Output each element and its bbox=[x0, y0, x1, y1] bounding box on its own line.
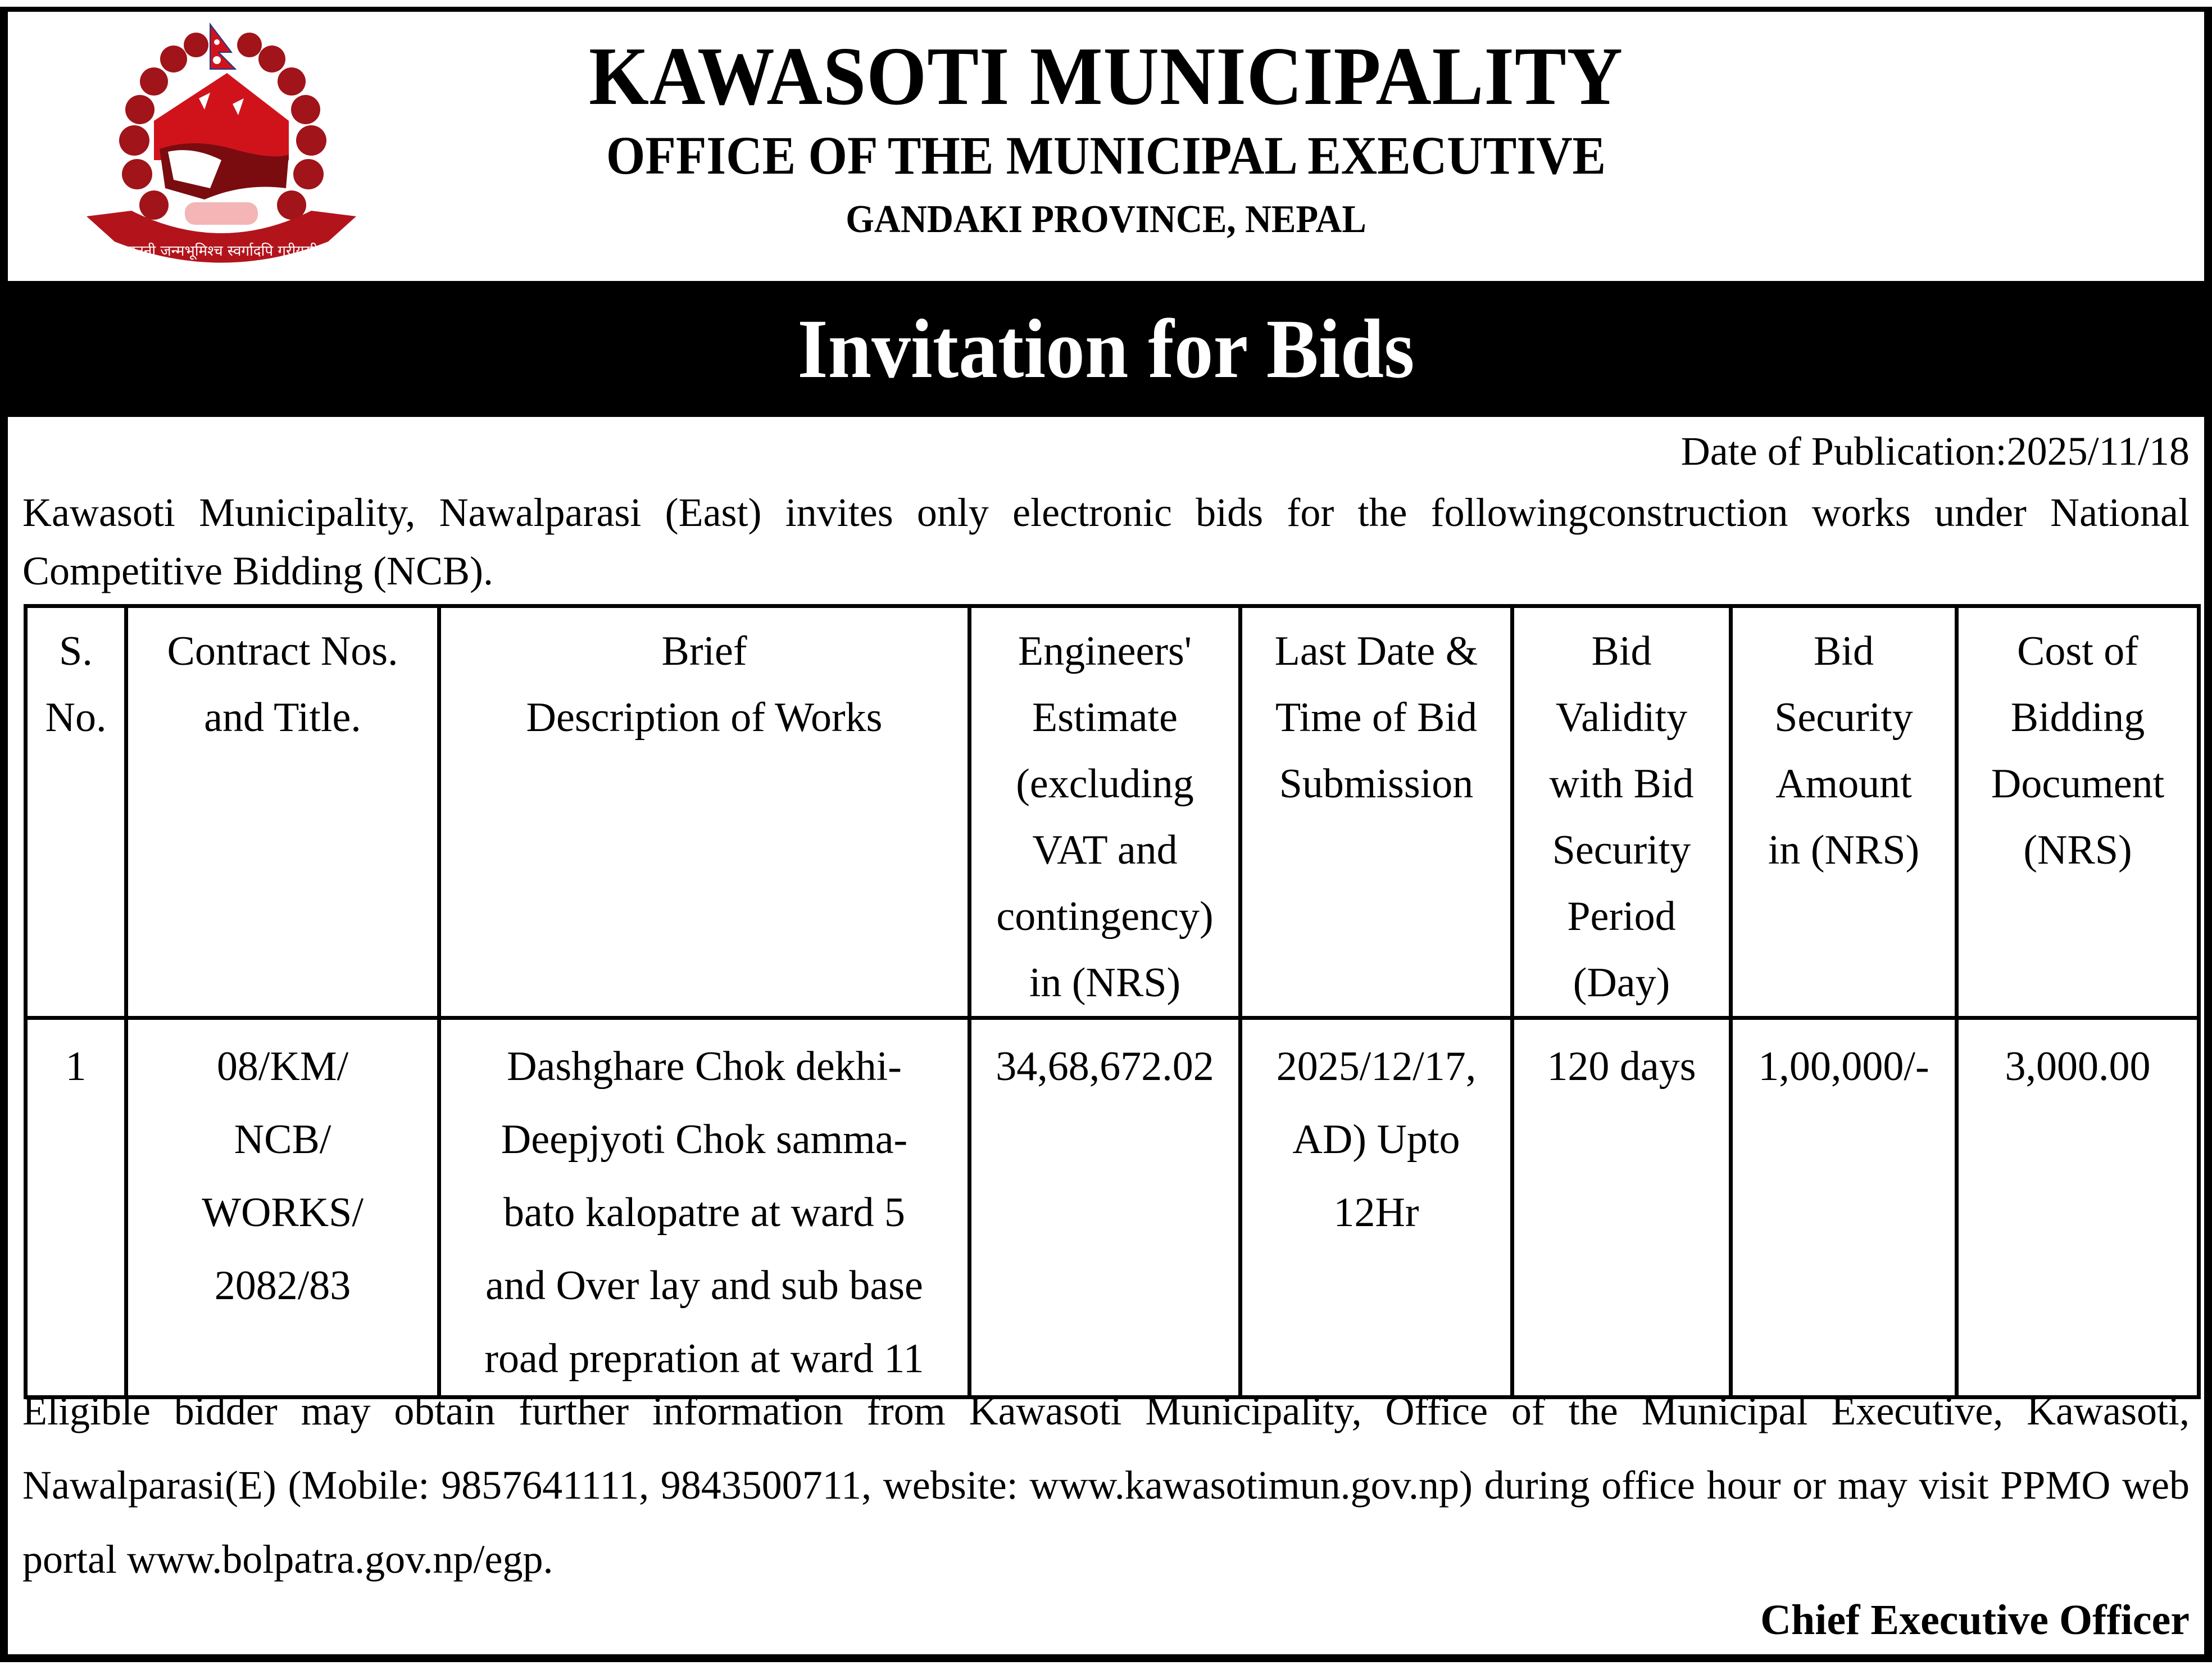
cell-sno bbox=[26, 1018, 126, 1397]
publication-date: Date of Publication:2025/11/18 bbox=[1680, 429, 2190, 474]
cell-contract-no bbox=[126, 1018, 439, 1397]
cell-bid-validity bbox=[1512, 1018, 1731, 1397]
cell-line: Document bbox=[1991, 761, 2165, 807]
cell-line: VAT and bbox=[1032, 827, 1178, 873]
cell-line: Engineers' bbox=[1018, 628, 1192, 674]
signatory: Chief Executive Officer bbox=[1760, 1596, 2190, 1644]
notice-title-band bbox=[8, 281, 2204, 417]
cell-line: 1 bbox=[65, 1043, 87, 1090]
cell-line: Security bbox=[1552, 827, 1691, 873]
cell-line: with Bid bbox=[1549, 761, 1694, 807]
cell-line: Period bbox=[1567, 893, 1676, 940]
cell-line: road prepration at ward 11 bbox=[484, 1336, 924, 1382]
header-document-cost bbox=[1957, 606, 2199, 1018]
cell-line: Bid bbox=[1591, 628, 1652, 674]
emblem-motto: जननी जन्मभूमिश्च स्वर्गादपि गरीयसी bbox=[125, 243, 318, 260]
cell-line: Bid bbox=[1814, 628, 1874, 674]
header-bid-security bbox=[1731, 606, 1957, 1018]
cell-line: Contract Nos. bbox=[167, 628, 398, 674]
location: GANDAKI PROVINCE, NEPAL bbox=[846, 198, 1366, 241]
cell-line: bato kalopatre at ward 5 bbox=[503, 1190, 906, 1236]
cell-line: Bidding bbox=[2010, 695, 2145, 741]
cell-line: 2025/12/17, bbox=[1276, 1043, 1477, 1090]
cell-line: 120 days bbox=[1547, 1043, 1696, 1090]
office-name: OFFICE OF THE MUNICIPAL EXECUTIVE bbox=[606, 125, 1606, 185]
cell-last-date bbox=[1241, 1018, 1512, 1397]
cell-line: S. bbox=[59, 628, 93, 674]
table-row bbox=[26, 1018, 2199, 1397]
cell-line: and Over lay and sub base bbox=[485, 1263, 923, 1309]
cell-line: Amount bbox=[1775, 761, 1912, 807]
cell-line: in (NRS) bbox=[1768, 827, 1920, 873]
cell-line: 12Hr bbox=[1333, 1190, 1419, 1236]
header-contract-no bbox=[126, 606, 439, 1018]
header-last-date bbox=[1241, 606, 1512, 1018]
header-engineers-estimate bbox=[970, 606, 1241, 1018]
cell-line: WORKS/ bbox=[202, 1190, 364, 1236]
cell-line: Validity bbox=[1555, 695, 1688, 741]
cell-line: NCB/ bbox=[234, 1117, 331, 1163]
cell-line: 3,000.00 bbox=[2005, 1043, 2151, 1090]
cell-description bbox=[439, 1018, 970, 1397]
table-header-row bbox=[26, 606, 2199, 1018]
cell-line: Deepjyoti Chok samma- bbox=[501, 1117, 908, 1163]
cell-line: Cost of bbox=[2017, 628, 2138, 674]
cell-document-cost bbox=[1957, 1018, 2199, 1397]
cell-line: No. bbox=[45, 695, 107, 741]
further-information: Eligible bidder may obtain further information from Kawasoti Municipality, Office of the Municipal Executive, Kawasoti, Nawalparasi(E) (Mobile: 9857641111, 9843500711, website: www.kawasotimun.gov.np) during office hour or may visit PPMO web portal www.bolpatra.gov.np/egp. bbox=[22, 1388, 2190, 1582]
org-name: KAWASOTI MUNICIPALITY bbox=[589, 30, 1623, 122]
cell-line: Estimate bbox=[1032, 695, 1178, 741]
header-sno bbox=[26, 606, 126, 1018]
cell-engineers-estimate bbox=[970, 1018, 1241, 1397]
cell-line: (excluding bbox=[1016, 761, 1194, 807]
cell-line: contingency) bbox=[996, 893, 1214, 940]
cell-line: 34,68,672.02 bbox=[996, 1043, 1214, 1090]
cell-line: (NRS) bbox=[2023, 827, 2132, 873]
cell-line: Dashghare Chok dekhi- bbox=[507, 1043, 902, 1090]
cell-line: (Day) bbox=[1573, 960, 1670, 1006]
intro-paragraph: Kawasoti Municipality, Nawalparasi (East) invites only electronic bids for the followingconstruction works under National Competitive Bidding (NCB). bbox=[22, 490, 2190, 593]
cell-line: Brief bbox=[661, 628, 747, 674]
cell-line: Security bbox=[1774, 695, 1913, 741]
cell-line: in (NRS) bbox=[1029, 960, 1181, 1006]
header-description bbox=[439, 606, 970, 1018]
cell-line: Last Date & bbox=[1274, 628, 1478, 674]
header-bid-validity bbox=[1512, 606, 1731, 1018]
cell-line: AD) Upto bbox=[1292, 1117, 1460, 1163]
cell-line: and Title. bbox=[204, 695, 361, 741]
bids-table bbox=[24, 604, 2201, 1399]
cell-line: 2082/83 bbox=[214, 1263, 351, 1309]
cell-line: Time of Bid bbox=[1275, 695, 1478, 741]
cell-line: 1,00,000/- bbox=[1758, 1043, 1929, 1090]
cell-bid-security bbox=[1731, 1018, 1957, 1397]
cell-line: 08/KM/ bbox=[216, 1043, 349, 1090]
letterhead bbox=[8, 12, 2204, 260]
notice-title: Invitation for Bids bbox=[797, 302, 1415, 396]
cell-line: Submission bbox=[1279, 761, 1474, 807]
cell-line: Description of Works bbox=[526, 695, 883, 741]
